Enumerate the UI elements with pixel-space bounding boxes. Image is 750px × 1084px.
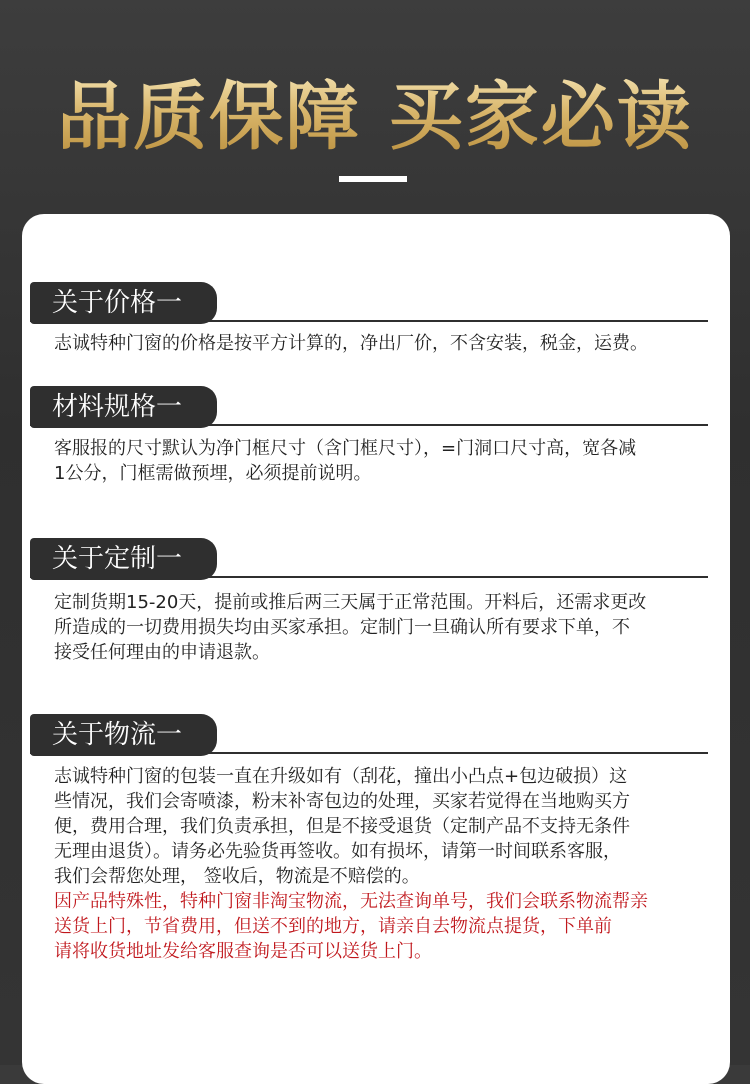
section-text-material [54,436,726,486]
section-text-price [54,331,726,356]
warning-line: 因产品特殊性，特种门窗非淘宝物流，无法查询单号，我们会联系物流帮亲 [54,891,648,912]
text-line: 客服报的尺寸默认为净门框尺寸（含门框尺寸），=门洞口尺寸高，宽各减 [54,438,637,459]
text-line: 便，费用合理，我们负责承担，但是不接受退货（定制产品不支持无条件 [54,816,630,837]
text-line: 1公分，门框需做预埋，必须提前说明。 [54,463,372,484]
warning-line: 送货上门，节省费用，但送不到的地方，请亲自去物流点提货，下单前 [54,916,612,937]
text-line: 志诚特种门窗的价格是按平方计算的，净出厂价，不含安装，税金，运费。 [54,333,648,354]
section-heading-price: 关于价格一 [30,282,217,324]
text-line: 所造成的一切费用损失均由买家承担。定制门一旦确认所有要求下单，不 [54,617,630,638]
text-line: 定制货期15-20天，提前或推后两三天属于正常范围。开料后，还需求更改 [54,592,647,613]
section-divider [30,576,708,578]
text-line: 志诚特种门窗的包装一直在升级如有（刮花，撞出小凸点+包边破损）这 [54,766,628,787]
section-divider [30,424,708,426]
text-line: 些情况，我们会寄喷漆，粉末补寄包边的处理，买家若觉得在当地购买方 [54,791,630,812]
section-divider [30,320,708,322]
section-heading-custom: 关于定制一 [30,538,217,580]
text-line: 接受任何理由的申请退款。 [54,642,270,663]
title-underline [339,176,407,182]
section-heading-logistics: 关于物流一 [30,714,217,756]
text-line: 无理由退货）。请务必先验货再签收。如有损坏，请第一时间联系客服， [54,841,621,862]
section-divider [30,752,708,754]
section-text-logistics [54,764,726,964]
page-title: 品质保障 买家必读 [0,72,750,162]
text-line: 我们会帮您处理， 签收后，物流是不赔偿的。 [54,866,420,887]
warning-line: 请将收货地址发给客服查询是否可以送货上门。 [54,941,432,962]
section-heading-material: 材料规格一 [30,386,217,428]
section-text-custom [54,590,726,665]
